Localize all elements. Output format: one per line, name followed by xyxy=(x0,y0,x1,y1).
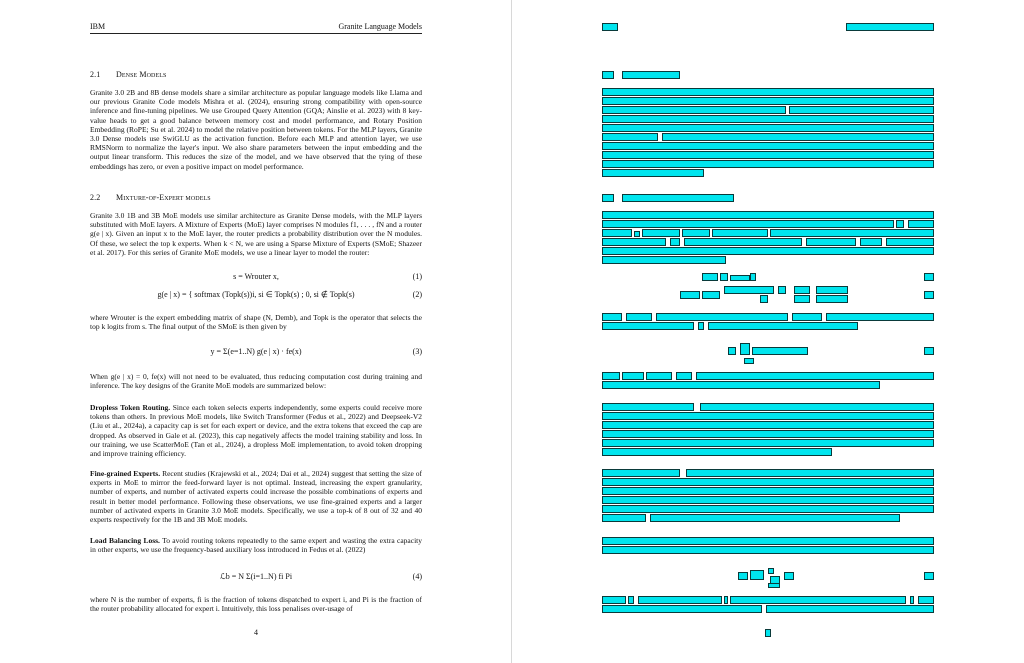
overlay-block-equation xyxy=(784,572,794,580)
paragraph-definitions: where N is the number of experts, fi is the fraction of tokens dispatched to expert i, and Pi is the fraction of the router probability allocated for expert i. Intuitively, this loss penalises over-usage of xyxy=(90,595,422,614)
overlay-block-header-left xyxy=(602,23,618,31)
overlay-block-equation xyxy=(816,295,848,303)
header-rule xyxy=(90,33,422,34)
overlay-block-glyph xyxy=(670,238,680,246)
overlay-block-line xyxy=(602,546,934,554)
header-title: Granite Language Models xyxy=(338,22,422,31)
overlay-block-line xyxy=(602,229,632,237)
overlay-block-line xyxy=(602,313,622,321)
overlay-block-equation xyxy=(720,273,728,281)
overlay-block-header-right xyxy=(846,23,934,31)
overlay-block-line xyxy=(684,238,802,246)
overlay-block-line xyxy=(602,256,726,264)
paragraph-dense: Granite 3.0 2B and 8B dense models share a similar architecture as popular language models like Llama and our previous Granite Code models Mishra et al. (2024), ensuring strong compatibility with open-source inference and fine-tuning pipelines. We use Grouped Query Attention (GQA; Ainslie et al. 2023) with 8 key-value heads to get a good balance between memory cost and model performance, and Rotary Position Embedding (RoPE; Su et al. 2024) to model the relative position between tokens. For the MLP layers, Granite 3.0 Dense models use SwiGLU as the activation function. Before each MLP and attention layer, we use RMSNorm to normalize the layer's input. We also share parameters between the input embedding and the output linear transform. This reduces the size of the model, and we have observed that the tying of these embeddings has zero, or even a positive impact on model performance. xyxy=(90,88,422,171)
overlay-block-line xyxy=(860,238,882,246)
overlay-block-line xyxy=(602,88,934,96)
overlay-block-line xyxy=(626,313,652,321)
overlay-block-line xyxy=(602,514,646,522)
fine-grained-body: Recent studies (Krajewski et al., 2024; Dai et al., 2024) suggest that setting the size of experts in MoE to mirror the feed-forward layer is not optimal. Instead, increasing the expert granularity, number of experts, and number of activated experts could increase the possible combinations of experts and result in better model performance. Following these observations, we use fine-grained experts and a larger number of activated experts in Granite 3.0 MoE models. Specifically, we use a top-k of 8 out of 32 and 40 experts respectively for the 1B and 3B MoE models. xyxy=(90,469,423,525)
overlay-block-page-number xyxy=(765,629,771,637)
overlay-block-line xyxy=(602,439,934,447)
overlay-block-line xyxy=(602,151,934,159)
overlay-block-line xyxy=(602,596,626,604)
overlay-block-line xyxy=(766,605,934,613)
overlay-block-tag xyxy=(924,273,934,281)
overlay-block-equation xyxy=(740,343,750,355)
overlay-block-line xyxy=(602,430,934,438)
overlay-block-line xyxy=(676,372,692,380)
overlay-block-equation xyxy=(794,286,810,294)
overlay-block-equation xyxy=(738,572,748,580)
overlay-block-line xyxy=(602,142,934,150)
overlay-block-line xyxy=(602,247,934,255)
overlay-block-line xyxy=(602,421,934,429)
load-balancing-title: Load Balancing Loss. xyxy=(90,536,160,545)
overlay-block-line xyxy=(602,537,934,545)
overlay-block-equation xyxy=(816,286,848,294)
overlay-block-equation xyxy=(702,273,718,281)
paragraph-moe: Granite 3.0 1B and 3B MoE models use similar architecture as Granite Dense models, with the MLP layers substituted with MoE layers. A Mixture of Experts (MoE) layer comprises N modules f1, . . . , fN and a router g(e | x). Given an input x to the MoE layer, the router predicts a probability distribution over the N modules. Of these, we select the top k experts. When k < N, we are using a Sparse Mixture of Experts (SMoE; Shazeer et al. 2017). For this series of Granite MoE models, we use a linear layer to model the router: xyxy=(90,211,422,257)
paragraph-load-balancing xyxy=(90,536,422,554)
layout-overlay-page xyxy=(512,0,1024,663)
overlay-block-tag xyxy=(924,572,934,580)
overlay-block-line xyxy=(708,322,858,330)
overlay-block-glyph xyxy=(634,231,640,237)
overlay-block-line xyxy=(602,478,934,486)
overlay-block-line xyxy=(806,238,856,246)
overlay-block-line xyxy=(602,211,934,219)
overlay-block-line xyxy=(638,596,722,604)
paragraph-router-definition: where Wrouter is the expert embedding matrix of shape (N, Demb), and Topk is the operator that selects the top k logits from s. The final output of the SMoE is then given by xyxy=(90,313,422,332)
load-balancing-body: To avoid routing tokens repeatedly to the same expert and wasting the extra capacity in other experts, we use the frequency-based auxiliary loss introduced in Fedus et al. (2022) xyxy=(90,536,422,555)
overlay-block-line xyxy=(789,106,934,114)
overlay-block-line xyxy=(730,596,906,604)
overlay-block-line xyxy=(602,238,666,246)
overlay-block-line xyxy=(602,124,934,132)
overlay-block-equation xyxy=(728,347,736,355)
section-heading-dense: 2.1 Dense Models xyxy=(90,70,167,79)
overlay-block-tag xyxy=(924,347,934,355)
overlay-block-equation xyxy=(724,286,774,294)
overlay-block-equation xyxy=(730,275,750,281)
overlay-block-line xyxy=(682,229,710,237)
overlay-block-equation xyxy=(768,583,780,588)
overlay-block-line xyxy=(602,220,894,228)
overlay-block-glyph xyxy=(628,596,634,604)
section-heading-moe: 2.2 Mixture-of-Expert models xyxy=(90,193,211,202)
overlay-block-title xyxy=(602,469,680,477)
overlay-block-line xyxy=(918,596,934,604)
overlay-block-line xyxy=(602,169,704,177)
overlay-block-line xyxy=(886,238,934,246)
overlay-block-line xyxy=(686,469,934,477)
header-affiliation: IBM xyxy=(90,22,106,31)
paragraph-dropless xyxy=(90,403,422,458)
overlay-block-line xyxy=(602,448,832,456)
overlay-block-line xyxy=(602,372,620,380)
overlay-block-line xyxy=(650,514,900,522)
overlay-block-glyph xyxy=(910,596,914,604)
overlay-block-equation xyxy=(794,295,810,303)
overlay-block-line xyxy=(602,115,934,123)
overlay-block-equation xyxy=(744,358,754,364)
fine-grained-title: Fine-grained Experts. xyxy=(90,469,161,478)
overlay-block-line xyxy=(602,97,934,105)
overlay-block-line xyxy=(602,322,694,330)
overlay-block-line xyxy=(700,403,934,411)
overlay-block-line xyxy=(602,505,934,513)
overlay-block-glyph xyxy=(698,322,704,330)
overlay-block-equation xyxy=(768,568,774,574)
overlay-block-line xyxy=(646,372,672,380)
overlay-block-section-num xyxy=(602,194,614,202)
overlay-block-section-title xyxy=(622,194,734,202)
overlay-block-line xyxy=(656,313,788,321)
overlay-block-line xyxy=(792,313,822,321)
overlay-block-line xyxy=(602,487,934,495)
overlay-block-section-title xyxy=(622,71,680,79)
overlay-block-tag xyxy=(924,291,934,299)
overlay-block-line xyxy=(602,160,934,168)
overlay-block-glyph xyxy=(724,596,728,604)
overlay-block-line xyxy=(712,229,768,237)
page-number: 4 xyxy=(254,628,258,637)
overlay-block-line xyxy=(696,372,934,380)
overlay-block-line xyxy=(826,313,934,321)
overlay-block-equation xyxy=(752,347,808,355)
paper-page-left: IBM Granite Language Models 2.1 Dense Models Granite 3.0 2B and 8B dense models share a similar architecture as popular language models like Llama and our previous Granite Code models Mishra et al. (2024), ensuring strong compatibility with open-source inference and fine-tuning pipelines. We use Grouped Query Attention (GQA; Ainslie et al. 2023) with 8 key-value heads to get a good balance between memory cost and model performance, and Rotary Position Embedding (RoPE; Su et al. 2024) to model the relative position between tokens. For the MLP layers, Granite 3.0 Dense models use SwiGLU as the activation function. Before each MLP and attention layer, we use RMSNorm to normalize the layer's input. We also share parameters between the input embedding and the output linear transform. This reduces the size of the model, and we have observed that the tying of these embeddings has zero, or even a positive impact on model performance. 2.2 Mixture-of-Expert models Granite 3.0 1B and 3B MoE models use similar architecture as Granite Dense models, with the MLP layers substituted with MoE layers. A Mixture of Experts (MoE) layer comprises N modules f1, . . . , fN and a router g(e | x). Given an input x to the MoE layer, the router predicts a probability distribution over the N modules. Of these, we select the top k experts. When k < N, we are using a Sparse Mixture of Experts (SMoE; Shazeer et al. 2017). For this series of Granite MoE models, we use a linear layer to model the router: s = Wrouter x, (1) g(e | x) = { softmax (Topk(s))i, si ∈ Topk(s) ; 0, si ∉ Topk(s) (2) where Wrouter is the expert embedding matrix of shape (N, Demb), and Topk is the operator that selects the top k logits from s. The final output of the SMoE is then given by y = Σ(e=1..N) g(e | x) · fe(x) (3) When g(e | x) = 0, fe(x) will not need to be evaluated, thus reducing computation cost during training and inference. The key designs of the Granite MoE models are summarized below: Dropless Token Routing. Since each token selects experts independently, some experts could receive more tokens than others. In previous MoE models, like Switch Transformer (Fedus et al., 2022) and Deepseek-V2 (Liu et al., 2024a), a capacity cap is set for each expert or device, and the extra tokens that exceed the cap are dropped. As observed in Gale et al. (2023), this cap negatively affects the model training stability and loss. In our training, we use ScatterMoE (Tan et al., 2024), a dropless MoE implementation, to avoid token dropping and improve training efficiency. Fine-grained Experts. Recent studies (Krajewski et al., 2024; Dai et al., 2024) suggest that setting the size of experts in MoE to mirror the feed-forward layer is not optimal. Instead, increasing the expert granularity, number of experts, and number of activated experts could increase the possible combinations of experts and result in better model performance. Following these observations, we use fine-grained experts and a larger number of activated experts in Granite 3.0 MoE models. Specifically, we use a top-k of 8 out of 32 and 40 experts respectively for the 1B and 3B MoE models. Load Balancing Loss. To avoid routing tokens repeatedly to the same expert and wasting the extra capacity in other experts, we use the frequency-based auxiliary loss introduced in Fedus et al. (2022) ℒb = N Σ(i=1..N) fi Pi (4) where N is the number of experts, fi is the fraction of tokens dispatched to expert i, and Pi is the fraction of the router probability allocated for expert i. Intuitively, this loss penalises over-usage of 4 xyxy=(0,0,512,663)
overlay-block-line xyxy=(622,372,644,380)
overlay-block-line xyxy=(602,496,934,504)
overlay-block-line xyxy=(770,229,934,237)
overlay-block-line xyxy=(602,412,934,420)
overlay-block-line xyxy=(602,605,762,613)
paragraph-fine-grained xyxy=(90,469,422,524)
paragraph-computation: When g(e | x) = 0, fe(x) will not need to be evaluated, thus reducing computation cost during training and inference. The key designs of the Granite MoE models are summarized below: xyxy=(90,372,422,391)
overlay-block-equation xyxy=(750,570,764,580)
overlay-block-line xyxy=(602,381,880,389)
overlay-block-equation xyxy=(680,291,700,299)
overlay-block-line xyxy=(662,133,934,141)
overlay-block-line xyxy=(642,229,680,237)
overlay-block-glyph xyxy=(896,220,904,228)
dropless-title: Dropless Token Routing. xyxy=(90,403,171,412)
overlay-block-line xyxy=(602,133,658,141)
overlay-block-equation xyxy=(702,291,720,299)
overlay-block-equation xyxy=(760,295,768,303)
overlay-block-section-num xyxy=(602,71,614,79)
dropless-body: Since each token selects experts independently, some experts could receive more tokens than others. In previous MoE models, like Switch Transformer (Fedus et al., 2022) and Deepseek-V2 (Liu et al., 2024a), a capacity cap is set for each expert or device, and the extra tokens that exceed the cap are dropped. As observed in Gale et al. (2023), this cap negatively affects the model training stability and loss. In our training, we use ScatterMoE (Tan et al., 2024), a dropless MoE implementation, to avoid token dropping and improve training efficiency. xyxy=(90,403,422,459)
overlay-block-equation xyxy=(778,286,786,294)
overlay-block-title xyxy=(602,403,694,411)
overlay-block-line xyxy=(602,106,786,114)
overlay-block-equation xyxy=(750,273,756,281)
overlay-block-line xyxy=(908,220,934,228)
